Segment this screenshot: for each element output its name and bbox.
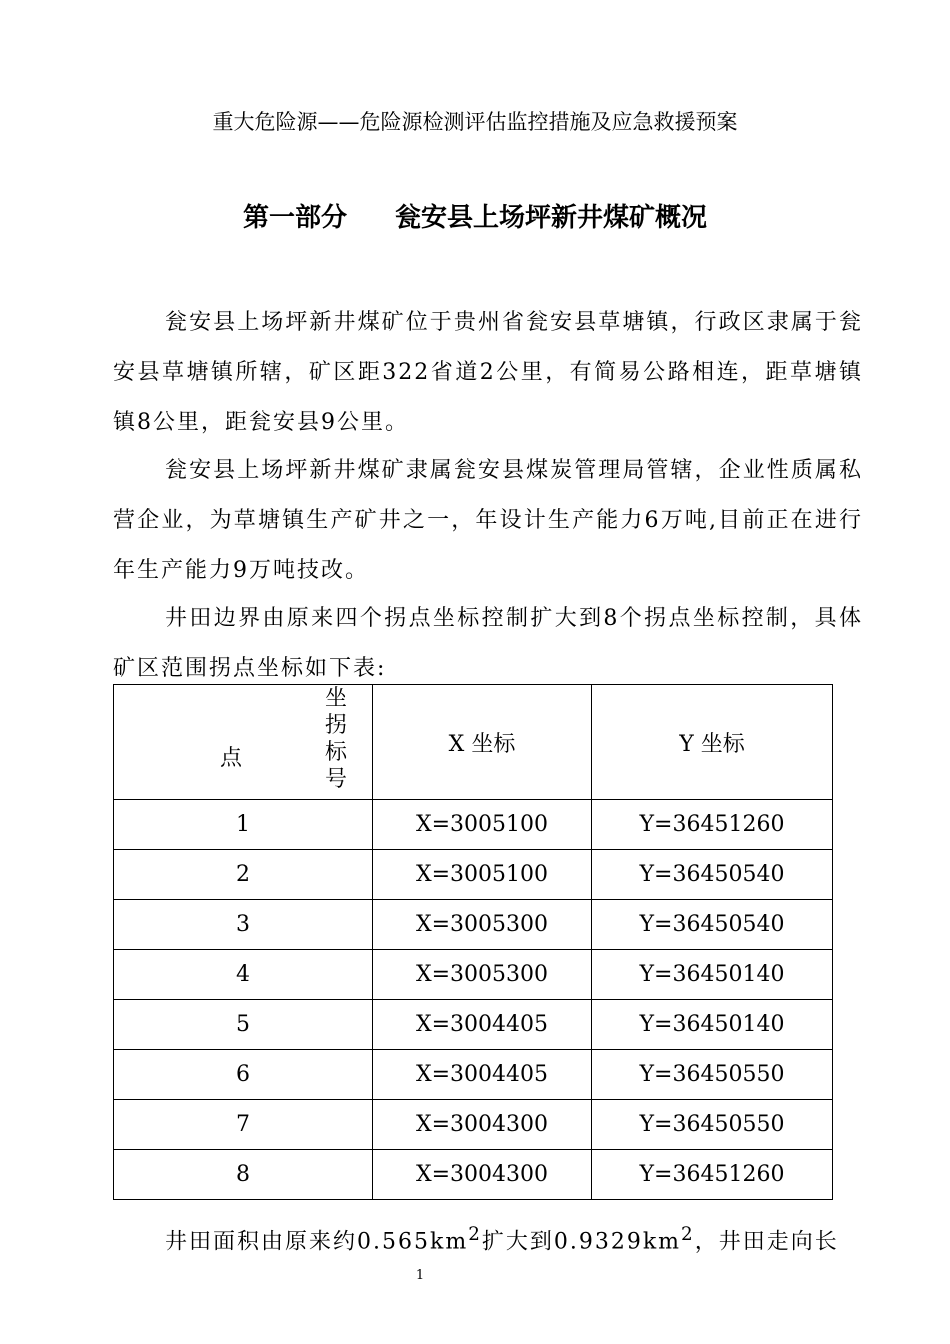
area-text-1: 井田面积由原来约0.565km [165,1229,469,1255]
header-x-cell: X 坐标 [373,685,592,800]
table-row [114,1000,833,1050]
section-part-label: 第一部分 [242,203,347,233]
area-text-3: ，井田走向长 [694,1229,839,1255]
area-text-2: 扩大到0.9329km [481,1229,682,1255]
page-number: 1 [415,1268,425,1283]
area-superscript-2: 2 [681,1224,695,1245]
paragraph-ownership: 瓮安县上场坪新井煤矿隶属瓮安县煤炭管理局管辖，企业性质属私营企业，为草塘镇生产矿井之一，年设计生产能力6万吨,目前正在进行年生产能力9万吨技改。 [113,458,863,583]
point-id-cell: 8 [114,1150,373,1200]
y-coordinate-cell: Y=36451260 [592,800,833,850]
header-vertical-label: 坐拐标号 [324,686,347,792]
paragraph-boundary: 井田边界由原来四个拐点坐标控制扩大到8个拐点坐标控制，具体矿区范围拐点坐标如下表: [113,606,863,681]
table-row [114,950,833,1000]
x-coordinate-cell: X=3005300 [373,900,592,950]
y-coordinate-cell: Y=36450140 [592,950,833,1000]
point-id-cell: 7 [114,1100,373,1150]
table-row [114,1150,833,1200]
y-coordinate-cell: Y=36450550 [592,1050,833,1100]
x-coordinate-cell: X=3004405 [373,1000,592,1050]
table-row [114,800,833,850]
header-y-cell: Y 坐标 [592,685,833,800]
point-id-cell: 2 [114,850,373,900]
coordinate-table [113,684,833,1200]
x-coordinate-cell: X=3004300 [373,1150,592,1200]
header-point-label: 点 [220,746,243,771]
point-id-cell: 4 [114,950,373,1000]
table-row [114,850,833,900]
section-name: 瓮安县上场坪新井煤矿概况 [395,203,708,233]
table-row [114,1050,833,1100]
x-coordinate-cell: X=3005100 [373,850,592,900]
point-id-cell: 6 [114,1050,373,1100]
table-header-row [114,685,833,800]
paragraph-area [113,1210,863,1267]
x-coordinate-cell: X=3005100 [373,800,592,850]
document-title: 重大危险源——危险源检测评估监控措施及应急救援预案 [212,110,738,134]
header-point-cell [114,685,373,800]
x-coordinate-cell: X=3005300 [373,950,592,1000]
y-coordinate-cell: Y=36450140 [592,1000,833,1050]
paragraph-location: 瓮安县上场坪新井煤矿位于贵州省瓮安县草塘镇，行政区隶属于瓮安县草塘镇所辖，矿区距322省道2公里，有简易公路相连，距草塘镇镇8公里，距瓮安县9公里。 [113,310,863,435]
y-coordinate-cell: Y=36450540 [592,850,833,900]
table-row [114,900,833,950]
point-id-cell: 3 [114,900,373,950]
section-heading [0,196,950,240]
table-row [114,1100,833,1150]
point-id-cell: 5 [114,1000,373,1050]
y-coordinate-cell: Y=36450550 [592,1100,833,1150]
y-coordinate-cell: Y=36451260 [592,1150,833,1200]
x-coordinate-cell: X=3004300 [373,1100,592,1150]
area-superscript-1: 2 [468,1224,482,1245]
x-coordinate-cell: X=3004405 [373,1050,592,1100]
y-coordinate-cell: Y=36450540 [592,900,833,950]
point-id-cell: 1 [114,800,373,850]
